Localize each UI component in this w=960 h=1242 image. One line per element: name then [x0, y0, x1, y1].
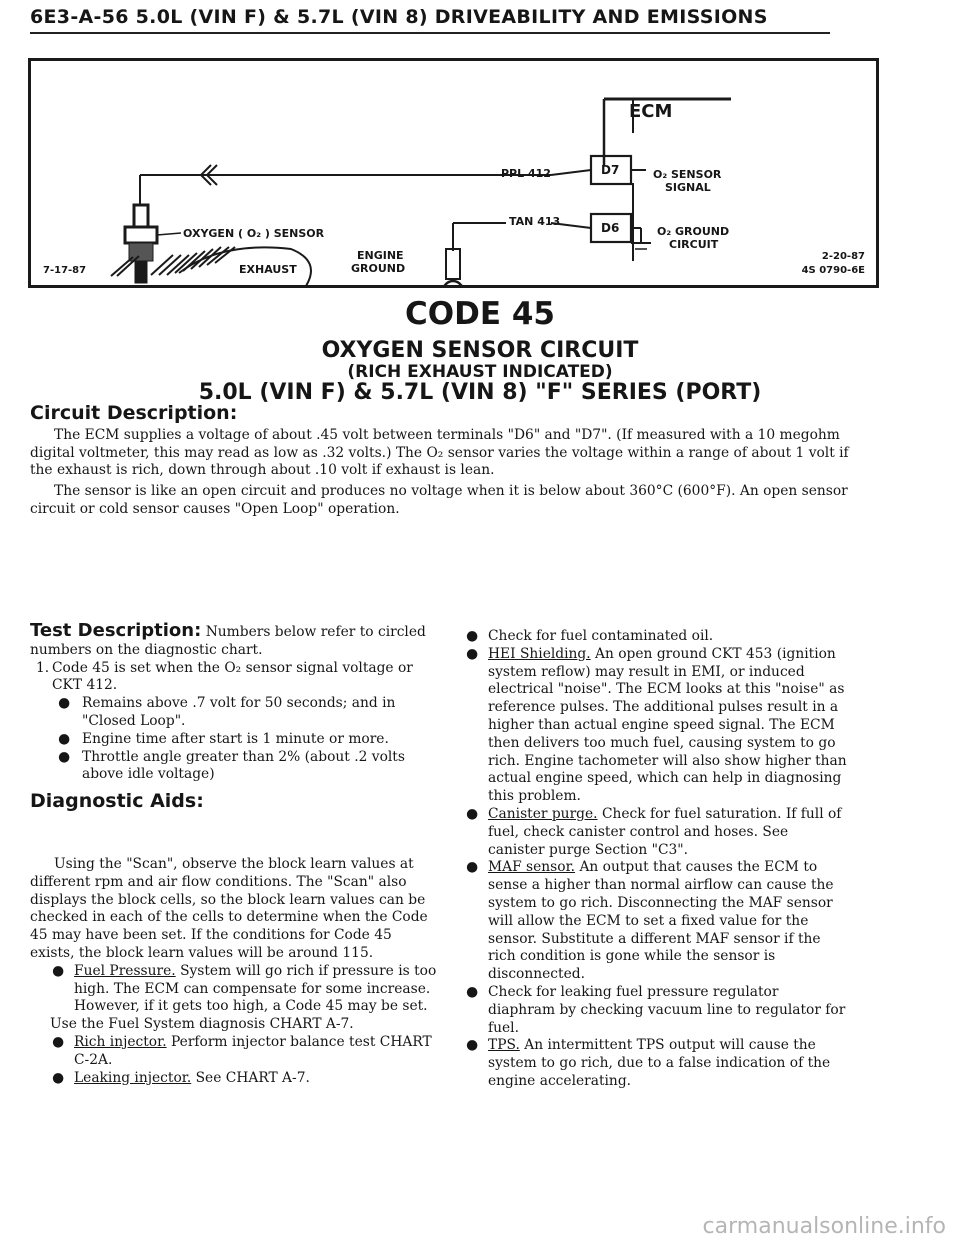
test-item-1: [30, 660, 438, 696]
exhaust-label: EXHAUST: [239, 263, 297, 276]
bullet-icon: ●: [466, 1037, 479, 1054]
hei-shielding-title: HEI Shielding.: [488, 645, 591, 662]
aid-item-pressure-regulator: [466, 984, 848, 1037]
fuel-pressure-title: Fuel Pressure.: [74, 962, 176, 979]
test-bullet-text: Remains above .7 volt for 50 seconds; and in "Closed Loop".: [82, 695, 396, 729]
test-bullet-text: Throttle angle greater than 2% (about .2 volts above idle voltage): [82, 748, 405, 783]
bullet-icon: ●: [58, 748, 71, 765]
maf-sensor-title: MAF sensor.: [488, 859, 576, 876]
section-subtitle: (RICH EXHAUST INDICATED): [347, 362, 613, 382]
engine-ground-label: ENGINE GROUND: [351, 249, 406, 275]
bullet-icon: ●: [466, 805, 479, 822]
test-description: [30, 622, 438, 784]
bullet-icon: ●: [52, 962, 65, 979]
test-bullet: [30, 695, 438, 731]
diagram-date-right: 2-20-87: [821, 251, 865, 262]
bullet-icon: ●: [58, 730, 71, 747]
test-bullet: [30, 749, 438, 785]
aid-item-fuel-oil: [466, 628, 848, 646]
bullet-icon: ●: [52, 1069, 65, 1086]
pin-d7-label: D7: [601, 163, 620, 177]
rich-injector-title: Rich injector.: [74, 1033, 167, 1050]
aid-item-hei-shielding: [466, 646, 848, 806]
footer-watermark: carmanualsonline.info: [702, 1214, 946, 1239]
wire-label-tan-413: TAN 413: [509, 215, 561, 228]
test-bullet-text: Engine time after start is 1 minute or more.: [82, 730, 389, 747]
wiring-diagram: [28, 58, 879, 288]
tps-text: An intermittent TPS output will cause the system to go rich, due to a false indication of the engine accelerating.: [488, 1037, 831, 1089]
test-item-1-number: 1.: [36, 659, 50, 676]
wire-label-ppl-412: PPL 412: [501, 167, 551, 180]
fuel-oil-text: Check for fuel contaminated oil.: [488, 628, 714, 644]
aid-item-canister-purge: [466, 806, 848, 859]
test-bullet: [30, 731, 438, 749]
header-rule: [30, 32, 830, 34]
aid-item-rich-injector: [30, 1034, 438, 1070]
wiring-diagram-lines: [31, 61, 876, 285]
leaking-injector-text: See CHART A-7.: [195, 1069, 310, 1086]
oxygen-sensor-label: OXYGEN ( O₂ ) SENSOR: [183, 227, 325, 240]
canister-purge-title: Canister purge.: [488, 805, 598, 822]
aid-item-maf-sensor: [466, 859, 848, 984]
circuit-description-heading: Circuit Description:: [30, 402, 238, 424]
ecm-label: ECM: [629, 101, 673, 122]
bullet-icon: ●: [466, 645, 479, 662]
circuit-description-paragraph-2: The sensor is like an open circuit and produces no voltage when it is below about 360°C (600°F). An open sensor circuit or cold sensor causes "Open Loop" operation.: [30, 483, 848, 517]
test-item-1-text: Code 45 is set when the O₂ sensor signal voltage or CKT 412.: [52, 659, 413, 694]
code-title: CODE 45: [405, 296, 555, 332]
bullet-icon: ●: [466, 628, 479, 644]
right-column: [466, 628, 848, 1091]
bullet-icon: ●: [466, 859, 479, 876]
tps-title: TPS.: [488, 1037, 520, 1054]
diagram-figure-number: 4S 0790-6E: [801, 265, 865, 276]
pin-d6-label: D6: [601, 221, 620, 235]
engine-title: 5.0L (VIN F) & 5.7L (VIN 8) "F" SERIES (PORT): [198, 380, 762, 405]
circuit-description-paragraph-1: The ECM supplies a voltage of about .45 volt between terminals "D6" and "D7". (If measured with a 10 megohm digital voltmeter, this may read as low as .32 volts.) The O₂ sensor varies the voltage within a range of about 1 volt if the exhaust is rich, down through about .10 volt if exhaust is lean.: [30, 427, 849, 479]
hei-shielding-text: An open ground CKT 453 (ignition system reflow) may result in EMI, or induced electrical "noise". The ECM looks at this "noise" as reference pulses. The additional pulses result in a higher than actual engine speed signal. The ECM then delivers too much fuel, causing system to go rich. Engine tachometer will also show higher than actual engine speed, which can help in diagnosing this problem.: [488, 645, 847, 805]
rich-injector-text: Perform injector balance test CHART C-2A.: [74, 1033, 432, 1068]
leaking-injector-title: Leaking injector.: [74, 1069, 192, 1086]
bullet-icon: ●: [52, 1033, 65, 1050]
page-header: 6E3-A-56 5.0L (VIN F) & 5.7L (VIN 8) DRIVEABILITY AND EMISSIONS: [30, 6, 768, 28]
o2-ground-circuit-label: O₂ GROUND CIRCUIT: [657, 225, 730, 251]
diagnostic-aids: [30, 856, 438, 1087]
diagram-date-left: 7-17-87: [43, 265, 87, 276]
aid-item-tps: [466, 1037, 848, 1090]
aid-item-leaking-injector: [30, 1070, 438, 1088]
fuel-pressure-text: System will go rich if pressure is too high. The ECM can compensate for some increase. However, if it gets too high, a Code 45 may be set.: [74, 962, 437, 1015]
canister-purge-text: Check for fuel saturation. If full of fuel, check canister control and hoses. See canister purge Section "C3".: [488, 805, 842, 858]
pressure-regulator-text: Check for leaking fuel pressure regulator diaphram by checking vacuum line to regulator for fuel.: [488, 983, 846, 1036]
test-description-heading: Test Description:: [30, 620, 202, 641]
section-title: OXYGEN SENSOR CIRCUIT: [321, 338, 639, 363]
bullet-icon: ●: [466, 983, 479, 1000]
maf-sensor-text: An output that causes the ECM to sense a higher than normal airflow can cause the system to go rich. Disconnecting the MAF sensor will allow the ECM to set a fixed value for the sensor. Substitute a different MAF sensor if the rich condition is gone while the sensor is disconnected.: [488, 859, 834, 983]
diagnostic-aids-heading: Diagnostic Aids:: [30, 790, 204, 812]
test-description-intro: Numbers below refer to circled numbers on the diagnostic chart.: [30, 624, 426, 658]
diagnostic-aids-paragraph: Using the "Scan", observe the block learn values at different rpm and air flow conditions. The "Scan" also displays the block cells, so the block learn values can be checked in each of the cells to determine when the Code 45 may have been set. If the conditions for Code 45 exists, the block learn values will be around 115.: [30, 856, 428, 961]
aid-item-fuel-pressure: [30, 963, 438, 1016]
bullet-icon: ●: [58, 695, 71, 712]
o2-sensor-signal-label: O₂ SENSOR SIGNAL: [653, 168, 722, 194]
fuel-system-line: Use the Fuel System diagnosis CHART A-7.: [50, 1016, 354, 1033]
